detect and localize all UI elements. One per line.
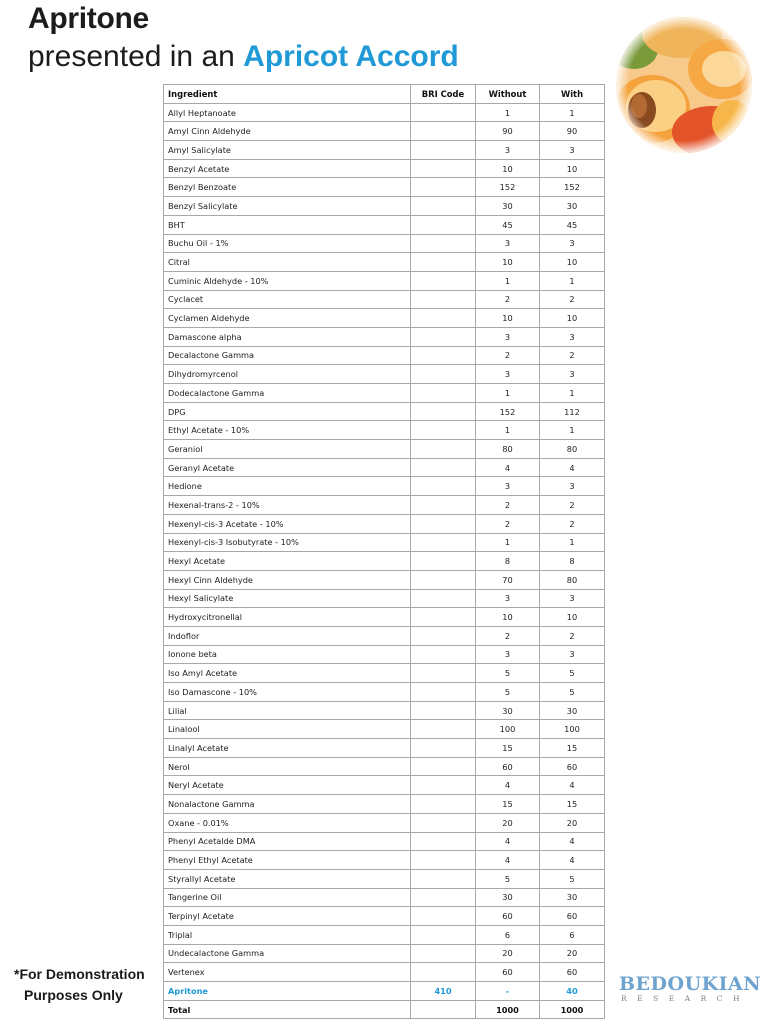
ingredient-cell: Neryl Acetate <box>164 776 411 795</box>
with-cell: 4 <box>540 832 605 851</box>
without-cell: 80 <box>476 440 540 459</box>
table-row <box>164 327 605 346</box>
with-cell: 1 <box>540 533 605 552</box>
table-row <box>164 795 605 814</box>
without-cell: 5 <box>476 869 540 888</box>
without-cell: 60 <box>476 963 540 982</box>
with-cell: 60 <box>540 963 605 982</box>
ingredient-cell: Allyl Heptanoate <box>164 103 411 122</box>
table-row <box>164 271 605 290</box>
without-cell: 2 <box>476 290 540 309</box>
bri-code-cell <box>411 925 476 944</box>
without-cell: 8 <box>476 552 540 571</box>
table-row <box>164 776 605 795</box>
without-cell: 3 <box>476 477 540 496</box>
bri-code-cell <box>411 290 476 309</box>
bri-code-cell <box>411 159 476 178</box>
with-cell: 45 <box>540 215 605 234</box>
table-row <box>164 458 605 477</box>
without-cell: 20 <box>476 944 540 963</box>
bri-code-cell <box>411 944 476 963</box>
without-cell: 15 <box>476 739 540 758</box>
bri-code-cell <box>411 776 476 795</box>
bri-code-cell <box>411 701 476 720</box>
bri-code-cell <box>411 141 476 160</box>
with-cell: 10 <box>540 309 605 328</box>
ingredient-cell: Buchu Oil - 1% <box>164 234 411 253</box>
with-cell: 3 <box>540 645 605 664</box>
with-cell: 5 <box>540 869 605 888</box>
ingredient-cell: Nonalactone Gamma <box>164 795 411 814</box>
bri-code-cell <box>411 963 476 982</box>
ingredient-cell: Hexenal-trans-2 - 10% <box>164 496 411 515</box>
with-cell: 2 <box>540 346 605 365</box>
with-cell: 90 <box>540 122 605 141</box>
with-cell: 60 <box>540 907 605 926</box>
with-cell: 10 <box>540 608 605 627</box>
with-cell: 3 <box>540 365 605 384</box>
without-cell: 4 <box>476 851 540 870</box>
bri-code-cell <box>411 907 476 926</box>
without-cell: 5 <box>476 683 540 702</box>
with-cell: 1 <box>540 384 605 403</box>
bri-code-cell <box>411 757 476 776</box>
ingredient-cell: Linalool <box>164 720 411 739</box>
with-cell: 8 <box>540 552 605 571</box>
without-cell: 15 <box>476 795 540 814</box>
without-cell: 4 <box>476 458 540 477</box>
table-row <box>164 739 605 758</box>
bri-code-cell <box>411 309 476 328</box>
with-cell: 2 <box>540 496 605 515</box>
bri-code-cell <box>411 626 476 645</box>
with-cell: 100 <box>540 720 605 739</box>
with-cell: 30 <box>540 701 605 720</box>
without-cell: 1 <box>476 384 540 403</box>
demo-note <box>14 964 145 1006</box>
bri-code-cell <box>411 608 476 627</box>
bri-code-cell <box>411 234 476 253</box>
without-cell: 10 <box>476 309 540 328</box>
ingredient-cell: Geraniol <box>164 440 411 459</box>
table-row <box>164 141 605 160</box>
with-cell: 80 <box>540 440 605 459</box>
bri-code-cell <box>411 496 476 515</box>
without-cell: 30 <box>476 197 540 216</box>
ingredient-cell: Citral <box>164 253 411 272</box>
ingredient-cell: Lilial <box>164 701 411 720</box>
table-row <box>164 925 605 944</box>
bri-code-cell <box>411 477 476 496</box>
without-cell: 1 <box>476 533 540 552</box>
formula-table <box>163 84 605 1019</box>
without-cell: 2 <box>476 496 540 515</box>
bri-code-cell <box>411 122 476 141</box>
ingredient-cell: Hydroxycitronellal <box>164 608 411 627</box>
ingredient-cell: Iso Amyl Acetate <box>164 664 411 683</box>
table-body <box>164 103 605 1019</box>
without-cell: 60 <box>476 757 540 776</box>
bri-code-cell <box>411 589 476 608</box>
table-row-total <box>164 1000 605 1019</box>
ingredient-cell: Geranyl Acetate <box>164 458 411 477</box>
with-cell: 1 <box>540 271 605 290</box>
table-row <box>164 384 605 403</box>
ingredient-cell: Vertenex <box>164 963 411 982</box>
table-row <box>164 869 605 888</box>
table-row <box>164 832 605 851</box>
ingredient-cell: Benzyl Benzoate <box>164 178 411 197</box>
bri-code-cell <box>411 739 476 758</box>
bri-code-cell <box>411 384 476 403</box>
bri-code-cell <box>411 514 476 533</box>
table-row <box>164 290 605 309</box>
table-row <box>164 608 605 627</box>
with-cell: 5 <box>540 664 605 683</box>
with-cell: 3 <box>540 477 605 496</box>
without-cell: 2 <box>476 626 540 645</box>
table-row <box>164 514 605 533</box>
bri-code-cell <box>411 832 476 851</box>
table-row <box>164 813 605 832</box>
bri-code-cell: 410 <box>411 982 476 1001</box>
with-cell: 2 <box>540 290 605 309</box>
table-row <box>164 159 605 178</box>
ingredient-cell: Damascone alpha <box>164 327 411 346</box>
table-row <box>164 645 605 664</box>
table-row <box>164 477 605 496</box>
ingredient-cell: Ionone beta <box>164 645 411 664</box>
ingredient-cell: Iso Damascone - 10% <box>164 683 411 702</box>
ingredient-cell: Hexyl Salicylate <box>164 589 411 608</box>
with-cell: 15 <box>540 795 605 814</box>
ingredient-cell: Benzyl Acetate <box>164 159 411 178</box>
apricot-image <box>612 14 756 156</box>
ingredient-cell: Phenyl Ethyl Acetate <box>164 851 411 870</box>
ingredient-cell: Dihydromyrcenol <box>164 365 411 384</box>
without-cell: 3 <box>476 327 540 346</box>
bri-code-cell <box>411 720 476 739</box>
table-row <box>164 215 605 234</box>
bri-code-cell <box>411 570 476 589</box>
bri-code-cell <box>411 533 476 552</box>
table-row <box>164 197 605 216</box>
logo-tagline: RESEARCH <box>621 994 751 1003</box>
without-cell: 20 <box>476 813 540 832</box>
table-row <box>164 402 605 421</box>
without-cell: 3 <box>476 141 540 160</box>
without-cell: 60 <box>476 907 540 926</box>
bri-code-cell <box>411 178 476 197</box>
table-row <box>164 234 605 253</box>
column-header-with: With <box>540 85 605 104</box>
logo-name: BEDOUKIAN <box>619 973 762 995</box>
page-subtitle <box>28 40 459 74</box>
table-row <box>164 888 605 907</box>
with-cell: 30 <box>540 888 605 907</box>
table-row <box>164 589 605 608</box>
without-cell: 100 <box>476 720 540 739</box>
bri-code-cell <box>411 327 476 346</box>
ingredient-cell: Indoflor <box>164 626 411 645</box>
table-row <box>164 963 605 982</box>
with-cell: 4 <box>540 776 605 795</box>
without-cell: 152 <box>476 178 540 197</box>
without-cell: 45 <box>476 215 540 234</box>
without-cell: 152 <box>476 402 540 421</box>
bri-code-cell <box>411 795 476 814</box>
ingredient-cell: Decalactone Gamma <box>164 346 411 365</box>
with-cell: 80 <box>540 570 605 589</box>
ingredient-cell: Apritone <box>164 982 411 1001</box>
table-row <box>164 496 605 515</box>
bri-code-cell <box>411 869 476 888</box>
demo-note-line2: Purposes Only <box>24 987 123 1003</box>
with-cell: 20 <box>540 813 605 832</box>
without-cell: 3 <box>476 365 540 384</box>
without-cell: - <box>476 982 540 1001</box>
without-cell: 1000 <box>476 1000 540 1019</box>
with-cell: 60 <box>540 757 605 776</box>
column-header-without: Without <box>476 85 540 104</box>
without-cell: 30 <box>476 888 540 907</box>
bri-code-cell <box>411 645 476 664</box>
ingredient-cell: Hedione <box>164 477 411 496</box>
bri-code-cell <box>411 683 476 702</box>
table-row <box>164 570 605 589</box>
accord-name: Apricot Accord <box>243 40 459 73</box>
bri-code-cell <box>411 664 476 683</box>
bri-code-cell <box>411 197 476 216</box>
table-row <box>164 253 605 272</box>
without-cell: 4 <box>476 832 540 851</box>
bri-code-cell <box>411 421 476 440</box>
with-cell: 4 <box>540 458 605 477</box>
ingredient-cell: Amyl Cinn Aldehyde <box>164 122 411 141</box>
bri-code-cell <box>411 440 476 459</box>
table-header-row <box>164 85 605 104</box>
with-cell: 4 <box>540 851 605 870</box>
table-row <box>164 103 605 122</box>
ingredient-cell: Triplal <box>164 925 411 944</box>
bri-code-cell <box>411 215 476 234</box>
bri-code-cell <box>411 888 476 907</box>
without-cell: 30 <box>476 701 540 720</box>
with-cell: 30 <box>540 197 605 216</box>
bri-code-cell <box>411 402 476 421</box>
without-cell: 6 <box>476 925 540 944</box>
table-row <box>164 440 605 459</box>
without-cell: 4 <box>476 776 540 795</box>
ingredient-cell: Linalyl Acetate <box>164 739 411 758</box>
ingredient-cell: Hexyl Cinn Aldehyde <box>164 570 411 589</box>
bri-code-cell <box>411 1000 476 1019</box>
ingredient-cell: Cyclacet <box>164 290 411 309</box>
bri-code-cell <box>411 253 476 272</box>
column-header-ingredient: Ingredient <box>164 85 411 104</box>
without-cell: 2 <box>476 346 540 365</box>
table-row <box>164 851 605 870</box>
table-row <box>164 626 605 645</box>
ingredient-cell: Amyl Salicylate <box>164 141 411 160</box>
ingredient-cell: Dodecalactone Gamma <box>164 384 411 403</box>
ingredient-cell: Nerol <box>164 757 411 776</box>
with-cell: 112 <box>540 402 605 421</box>
table-row <box>164 178 605 197</box>
company-logo <box>619 973 762 1004</box>
ingredient-cell: Styrallyl Acetate <box>164 869 411 888</box>
table-row <box>164 683 605 702</box>
ingredient-cell: Hexyl Acetate <box>164 552 411 571</box>
page-title: Apritone <box>28 2 149 35</box>
with-cell: 3 <box>540 327 605 346</box>
subtitle-prefix: presented in an <box>28 40 235 73</box>
ingredient-cell: Ethyl Acetate - 10% <box>164 421 411 440</box>
with-cell: 6 <box>540 925 605 944</box>
bri-code-cell <box>411 271 476 290</box>
table-row <box>164 907 605 926</box>
without-cell: 90 <box>476 122 540 141</box>
with-cell: 1 <box>540 421 605 440</box>
ingredient-cell: Total <box>164 1000 411 1019</box>
without-cell: 70 <box>476 570 540 589</box>
ingredient-cell: BHT <box>164 215 411 234</box>
ingredient-cell: Terpinyl Acetate <box>164 907 411 926</box>
ingredient-cell: Cuminic Aldehyde - 10% <box>164 271 411 290</box>
ingredient-cell: Benzyl Salicylate <box>164 197 411 216</box>
bri-code-cell <box>411 346 476 365</box>
ingredient-cell: Phenyl Acetalde DMA <box>164 832 411 851</box>
table-row <box>164 701 605 720</box>
without-cell: 2 <box>476 514 540 533</box>
without-cell: 1 <box>476 271 540 290</box>
bri-code-cell <box>411 458 476 477</box>
without-cell: 1 <box>476 421 540 440</box>
with-cell: 10 <box>540 159 605 178</box>
with-cell: 10 <box>540 253 605 272</box>
without-cell: 5 <box>476 664 540 683</box>
bri-code-cell <box>411 365 476 384</box>
without-cell: 1 <box>476 103 540 122</box>
ingredient-cell: Oxane - 0.01% <box>164 813 411 832</box>
without-cell: 10 <box>476 159 540 178</box>
with-cell: 152 <box>540 178 605 197</box>
table-row <box>164 757 605 776</box>
with-cell: 3 <box>540 234 605 253</box>
without-cell: 3 <box>476 234 540 253</box>
with-cell: 20 <box>540 944 605 963</box>
bri-code-cell <box>411 552 476 571</box>
with-cell: 3 <box>540 589 605 608</box>
with-cell: 40 <box>540 982 605 1001</box>
with-cell: 1 <box>540 103 605 122</box>
bri-code-cell <box>411 813 476 832</box>
table-row <box>164 421 605 440</box>
ingredient-cell: DPG <box>164 402 411 421</box>
table-row-apritone <box>164 982 605 1001</box>
table-row <box>164 122 605 141</box>
without-cell: 3 <box>476 645 540 664</box>
with-cell: 1000 <box>540 1000 605 1019</box>
ingredient-cell: Cyclamen Aldehyde <box>164 309 411 328</box>
with-cell: 2 <box>540 514 605 533</box>
ingredient-cell: Undecalactone Gamma <box>164 944 411 963</box>
with-cell: 5 <box>540 683 605 702</box>
with-cell: 3 <box>540 141 605 160</box>
table-row <box>164 944 605 963</box>
ingredient-cell: Hexenyl-cis-3 Acetate - 10% <box>164 514 411 533</box>
table-row <box>164 533 605 552</box>
bri-code-cell <box>411 103 476 122</box>
ingredient-cell: Hexenyl-cis-3 Isobutyrate - 10% <box>164 533 411 552</box>
column-header-bri-code: BRI Code <box>411 85 476 104</box>
table-row <box>164 309 605 328</box>
demo-note-line1: *For Demonstration <box>14 966 145 982</box>
ingredient-cell: Tangerine Oil <box>164 888 411 907</box>
with-cell: 2 <box>540 626 605 645</box>
without-cell: 3 <box>476 589 540 608</box>
with-cell: 15 <box>540 739 605 758</box>
table-row <box>164 720 605 739</box>
table-row <box>164 346 605 365</box>
without-cell: 10 <box>476 253 540 272</box>
table-row <box>164 365 605 384</box>
table-row <box>164 552 605 571</box>
without-cell: 10 <box>476 608 540 627</box>
table-row <box>164 664 605 683</box>
bri-code-cell <box>411 851 476 870</box>
